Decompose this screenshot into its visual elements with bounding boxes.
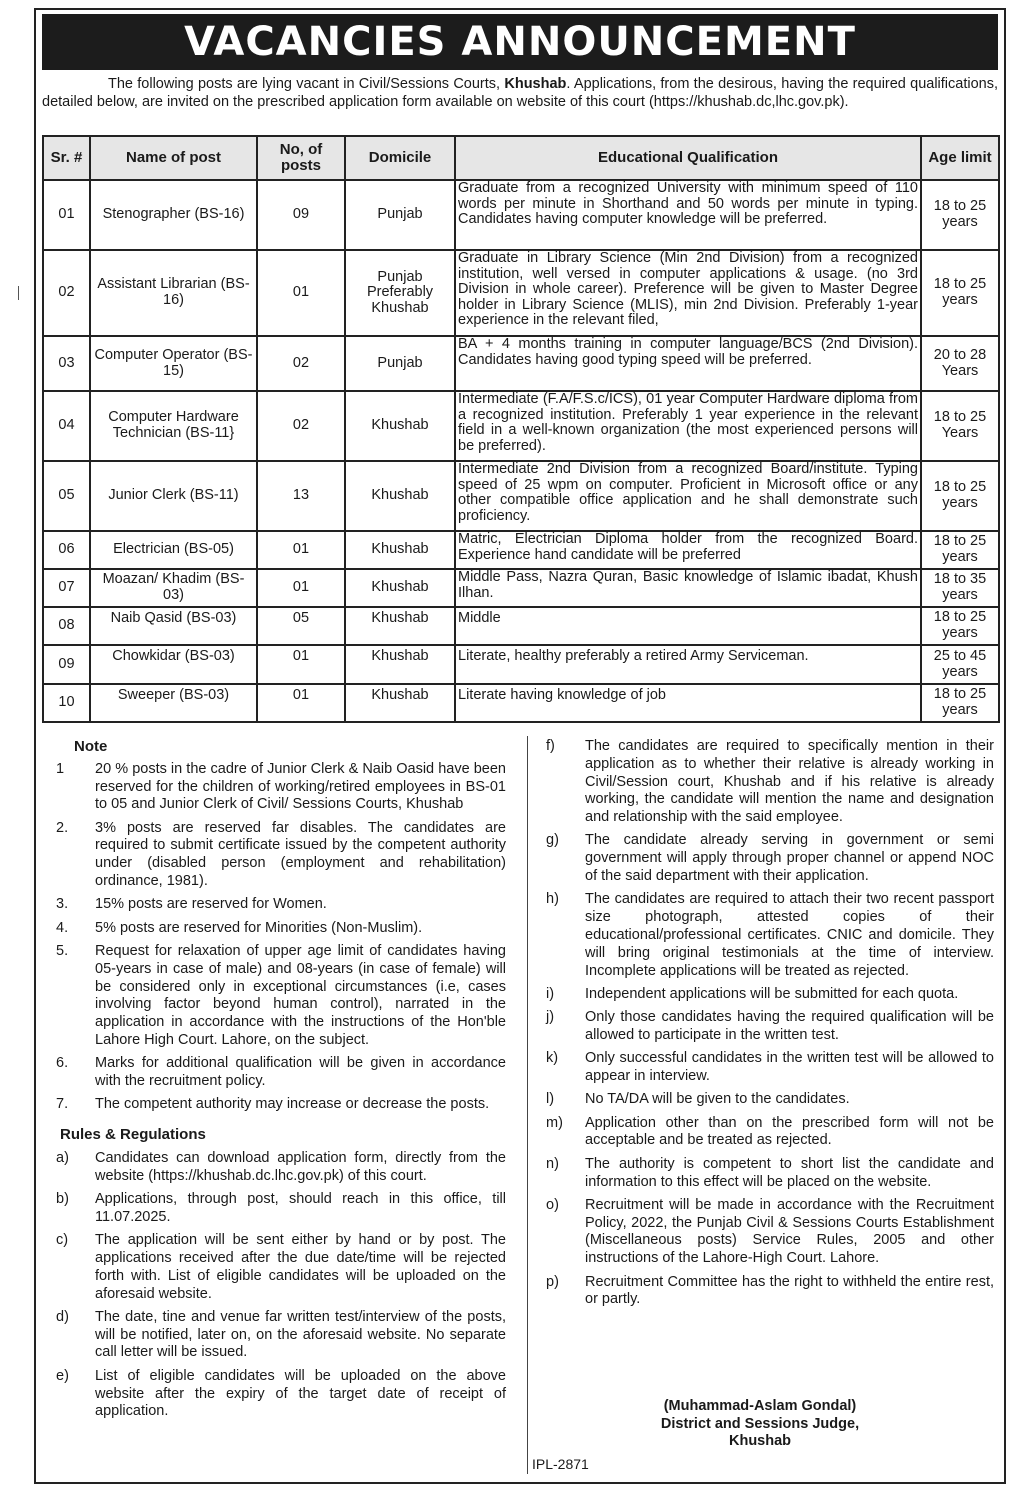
note-marker: 7. (56, 1096, 69, 1113)
cell-posts: 01 (257, 250, 345, 336)
cell-sr: 07 (43, 569, 90, 607)
cell-sr: 01 (43, 180, 90, 250)
rule-text: Recruitment Committee has the right to withheld the entire rest, or partly. (585, 1273, 994, 1308)
cell-age: 18 to 25 Years (921, 391, 999, 461)
rule-text: The application will be sent either by hand or by post. The applications received after the due date/time will be rejected forth with. List of eligible candidates will be uploaded on the aforesaid website. (95, 1232, 506, 1302)
rule-marker: p) (546, 1273, 559, 1290)
note-text: Request for relaxation of upper age limit of candidates having 05-years in case of male) and 08-years (in case of female) will be considered only in exceptional circumstances (i.e, cases involving factor beyond human control), narrated in the application in accordance with the instructions of the Hon'ble Lahore High Court. Lahore, on the subject. (95, 942, 506, 1048)
cell-domicile: Punjab (345, 180, 455, 250)
rule-item (56, 1150, 506, 1186)
note-item (56, 896, 506, 914)
rule-marker: g) (546, 832, 559, 849)
note-item (56, 943, 506, 1050)
cell-posts: 05 (257, 607, 345, 645)
note-item (56, 1096, 506, 1114)
cell-age: 18 to 25 years (921, 250, 999, 336)
rule-marker: n) (546, 1155, 559, 1172)
note-text: 3% posts are reserved far disables. The candidates are required to submit certificate issued by the competent authority under (disabled person (employment and rehabilitation) ordinance, 1981). (95, 819, 506, 890)
cell-domicile: Punjab (345, 336, 455, 391)
rule-marker: d) (56, 1308, 69, 1325)
note-marker: 2. (56, 819, 69, 836)
rule-marker: b) (56, 1191, 69, 1208)
page-title: VACANCIES ANNOUNCEMENT (42, 14, 998, 70)
cell-sr: 06 (43, 531, 90, 569)
rule-item (56, 1309, 506, 1362)
note-item (56, 920, 506, 938)
cell-sr: 04 (43, 391, 90, 461)
rule-item (546, 1050, 994, 1086)
table-row (43, 607, 999, 645)
rule-item (56, 1232, 506, 1303)
header-qualification: Educational Qualification (455, 136, 921, 180)
note-text: The competent authority may increase or decrease the posts. (95, 1096, 490, 1113)
cell-age: 18 to 25 years (921, 180, 999, 250)
intro-text-after: . Applications, from the desirous, having the required qualifications, detailed below, are invited on the prescribed application form available on website of this court (https://khushab.dc,lhc.gov.pk). (42, 76, 999, 110)
header-age: Age limit (921, 136, 999, 180)
header-sr: Sr. # (43, 136, 90, 180)
cell-age: 20 to 28 Years (921, 336, 999, 391)
signature-block (600, 1398, 920, 1451)
cell-domicile: Khushab (345, 569, 455, 607)
rule-marker: j) (546, 1009, 555, 1026)
cell-name: Chowkidar (BS-03) (90, 645, 257, 684)
cell-posts: 01 (257, 645, 345, 684)
rule-item (56, 1191, 506, 1227)
cell-name: Naib Qasid (BS-03) (90, 607, 257, 645)
cell-qualification: Graduate in Library Science (Min 2nd Division) from a recognized institution, well versed in computer applications & usage. (no 3rd Division in whole career). Preference will be given to Master Degree holder in Library Science (MLIS), min 2nd Division. Preferably 1-year experience in the relevant filed, (455, 250, 921, 336)
note-marker: 4. (56, 919, 69, 936)
rule-item (546, 832, 994, 885)
cell-age: 18 to 25 years (921, 531, 999, 569)
note-text: 15% posts are reserved for Women. (95, 896, 327, 913)
cell-posts: 09 (257, 180, 345, 250)
cell-qualification: Literate, healthy preferably a retired Army Serviceman. (455, 645, 921, 684)
table-row (43, 336, 999, 391)
cell-sr: 08 (43, 607, 90, 645)
note-marker: 3. (56, 896, 69, 913)
rule-text: Independent applications will be submitted for each quota. (585, 985, 959, 1002)
note-marker: 5. (56, 942, 69, 959)
cell-qualification: Intermediate (F.A/F.S.c/ICS), 01 year Computer Hardware diploma from a recognized institution. Preferably 1 year experience in the relevant field in a well-known organization (the most experienced persons will be preferred). (455, 391, 921, 461)
cell-qualification: BA + 4 months training in computer language/BCS (2nd Division). Candidates having good typing speed will be preferred. (455, 336, 921, 391)
note-item (56, 761, 506, 814)
cell-name: Assistant Librarian (BS-16) (90, 250, 257, 336)
rule-text: Candidates can download application form, directly from the website (https://khushab.dc.lhc.gov.pk) of this court. (95, 1149, 506, 1184)
rule-marker: a) (56, 1149, 69, 1166)
column-divider (527, 736, 528, 1474)
cell-sr: 03 (43, 336, 90, 391)
cell-domicile: Khushab (345, 391, 455, 461)
cell-qualification: Intermediate 2nd Division from a recognized Board/institute. Typing speed of 25 wpm on computer. Proficient in Microsoft office or any other compatible office application and he shall demonstrate such proficiency. (455, 461, 921, 531)
intro-paragraph (42, 76, 998, 111)
intro-text-before: The following posts are lying vacant in Civil/Sessions Courts, (108, 76, 505, 92)
notes-right-column (546, 738, 994, 1315)
rule-item (546, 1197, 994, 1268)
cell-sr: 09 (43, 645, 90, 684)
cell-sr: 10 (43, 684, 90, 722)
rule-text: The authority is competent to short list the candidate and information to this effect will be placed on the website. (585, 1155, 994, 1190)
note-text: 20 % posts in the cadre of Junior Clerk & Naib Oasid have been reserved for the children of working/retired employees in BS-01 to 05 and Junior Clerk of Civil/ Sessions Courts, Khushab (95, 760, 506, 813)
intro-place: Khushab (504, 76, 567, 92)
cell-qualification: Matric, Electrician Diploma holder from the recognized Board. Experience hand candidate will be preferred (455, 531, 921, 569)
cell-posts: 13 (257, 461, 345, 531)
rule-item (546, 1091, 994, 1109)
table-row (43, 645, 999, 684)
note-text: 5% posts are reserved for Minorities (Non-Muslim). (95, 919, 423, 936)
table-header-row (43, 136, 999, 180)
signature-name: (Muhammad-Aslam Gondal) (663, 1398, 857, 1414)
note-heading: Note (74, 738, 108, 755)
header-domicile: Domicile (345, 136, 455, 180)
cell-age: 25 to 45 years (921, 645, 999, 684)
rule-item (546, 986, 994, 1004)
cell-age: 18 to 25 years (921, 684, 999, 722)
cell-age: 18 to 35 years (921, 569, 999, 607)
cell-name: Sweeper (BS-03) (90, 684, 257, 722)
cell-qualification: Middle (455, 607, 921, 645)
rule-marker: e) (56, 1367, 69, 1384)
rule-text: The date, tine and venue far written test/interview of the posts, will be notified, later on, on the aforesaid website. No separate call letter will be issued. (95, 1308, 506, 1361)
table-row (43, 180, 999, 250)
cell-sr: 05 (43, 461, 90, 531)
cell-name: Stenographer (BS-16) (90, 180, 257, 250)
rule-text: No TA/DA will be given to the candidates. (585, 1091, 850, 1108)
vacancies-table (42, 135, 1000, 723)
rule-marker: m) (546, 1114, 563, 1131)
rule-item (546, 891, 994, 980)
rules-left-list (56, 1150, 506, 1421)
cell-qualification: Middle Pass, Nazra Quran, Basic knowledge of Islamic ibadat, Khush Ilhan. (455, 569, 921, 607)
note-marker: 6. (56, 1055, 69, 1072)
cell-age: 18 to 25 years (921, 461, 999, 531)
rule-text: Application other than on the prescribed form will not be acceptable and be treated as rejected. (585, 1114, 994, 1149)
cell-qualification: Graduate from a recognized University with minimum speed of 110 words per minute in Shorthand and 50 words per minute in typing. Candidates having computer knowledge will be preferred. (455, 180, 921, 250)
cell-domicile: Khushab (345, 461, 455, 531)
notes-left-column (56, 738, 506, 1427)
rule-marker: l) (546, 1091, 555, 1108)
signature-place: Khushab (728, 1433, 792, 1449)
rule-item (546, 738, 994, 827)
rule-marker: i) (546, 985, 555, 1002)
edge-mark (18, 286, 19, 300)
cell-posts: 01 (257, 684, 345, 722)
cell-domicile: Khushab (345, 645, 455, 684)
reference-number: IPL-2871 (532, 1456, 589, 1472)
table-row (43, 569, 999, 607)
cell-domicile: Khushab (345, 531, 455, 569)
cell-posts: 02 (257, 391, 345, 461)
cell-age: 18 to 25 years (921, 607, 999, 645)
rule-item (546, 1156, 994, 1192)
cell-posts: 01 (257, 569, 345, 607)
cell-posts: 01 (257, 531, 345, 569)
note-item (56, 820, 506, 891)
rule-text: The candidate already serving in government or semi government will apply through proper channel or append NOC of the said department with their application. (585, 832, 994, 885)
rule-marker: o) (546, 1196, 559, 1213)
rule-item (546, 1274, 994, 1310)
cell-qualification: Literate having knowledge of job (455, 684, 921, 722)
cell-name: Computer Operator (BS-15) (90, 336, 257, 391)
note-text: Marks for additional qualification will be given in accordance with the recruitment policy. (95, 1055, 506, 1090)
cell-domicile: Punjab Preferably Khushab (345, 250, 455, 336)
cell-domicile: Khushab (345, 684, 455, 722)
rule-item (546, 1115, 994, 1151)
rule-text: List of eligible candidates will be uploaded on the above website after the expiry of the target date of receipt of application. (95, 1367, 506, 1420)
rule-item (546, 1009, 994, 1045)
rule-marker: k) (546, 1050, 559, 1067)
cell-name: Computer Hardware Technician (BS-11} (90, 391, 257, 461)
rule-marker: f) (546, 738, 555, 754)
cell-posts: 02 (257, 336, 345, 391)
table-row (43, 531, 999, 569)
table-row (43, 391, 999, 461)
table-row (43, 250, 999, 336)
rule-marker: h) (546, 891, 559, 908)
cell-sr: 02 (43, 250, 90, 336)
header-name: Name of post (90, 136, 257, 180)
rules-right-list (546, 738, 994, 1309)
rules-heading: Rules & Regulations (60, 1126, 206, 1144)
note-marker: 1 (56, 760, 65, 777)
cell-name: Moazan/ Khadim (BS-03) (90, 569, 257, 607)
note-item (56, 1055, 506, 1091)
header-posts: No, of posts (257, 136, 345, 180)
signature-designation: District and Sessions Judge, (660, 1415, 860, 1432)
rule-text: The candidates are required to attach their two recent passport size photograph, attested copies of their educational/professional certificates. CNIC and domicile. They will bring original testimonials at the time of interview. Incomplete applications will be treated as rejected. (585, 891, 994, 979)
rule-marker: c) (56, 1232, 69, 1249)
cell-name: Electrician (BS-05) (90, 531, 257, 569)
rule-text: The candidates are required to specifically mention in their application as to whether their relative is already working in Civil/Session court, Khushab and if his relative is already working, the candidate will mention the name and designation and relationship with the said employee. (585, 738, 994, 826)
cell-domicile: Khushab (345, 607, 455, 645)
rule-text: Applications, through post, should reach in this office, till 11.07.2025. (95, 1191, 506, 1225)
table-row (43, 461, 999, 531)
table-row (43, 684, 999, 722)
rule-item (56, 1368, 506, 1421)
rule-text: Only successful candidates in the written test will be allowed to appear in interview. (585, 1050, 994, 1085)
cell-name: Junior Clerk (BS-11) (90, 461, 257, 531)
rule-text: Recruitment will be made in accordance with the Recruitment Policy, 2022, the Punjab Civil & Sessions Courts Establishment (Miscellaneous posts) Service Rules, 2005 and other instructions of the Lahore-High Court. Lahore. (585, 1196, 994, 1267)
rule-text: Only those candidates having the required qualification will be allowed to participate in the written test. (585, 1009, 994, 1043)
note-list (56, 761, 506, 1114)
